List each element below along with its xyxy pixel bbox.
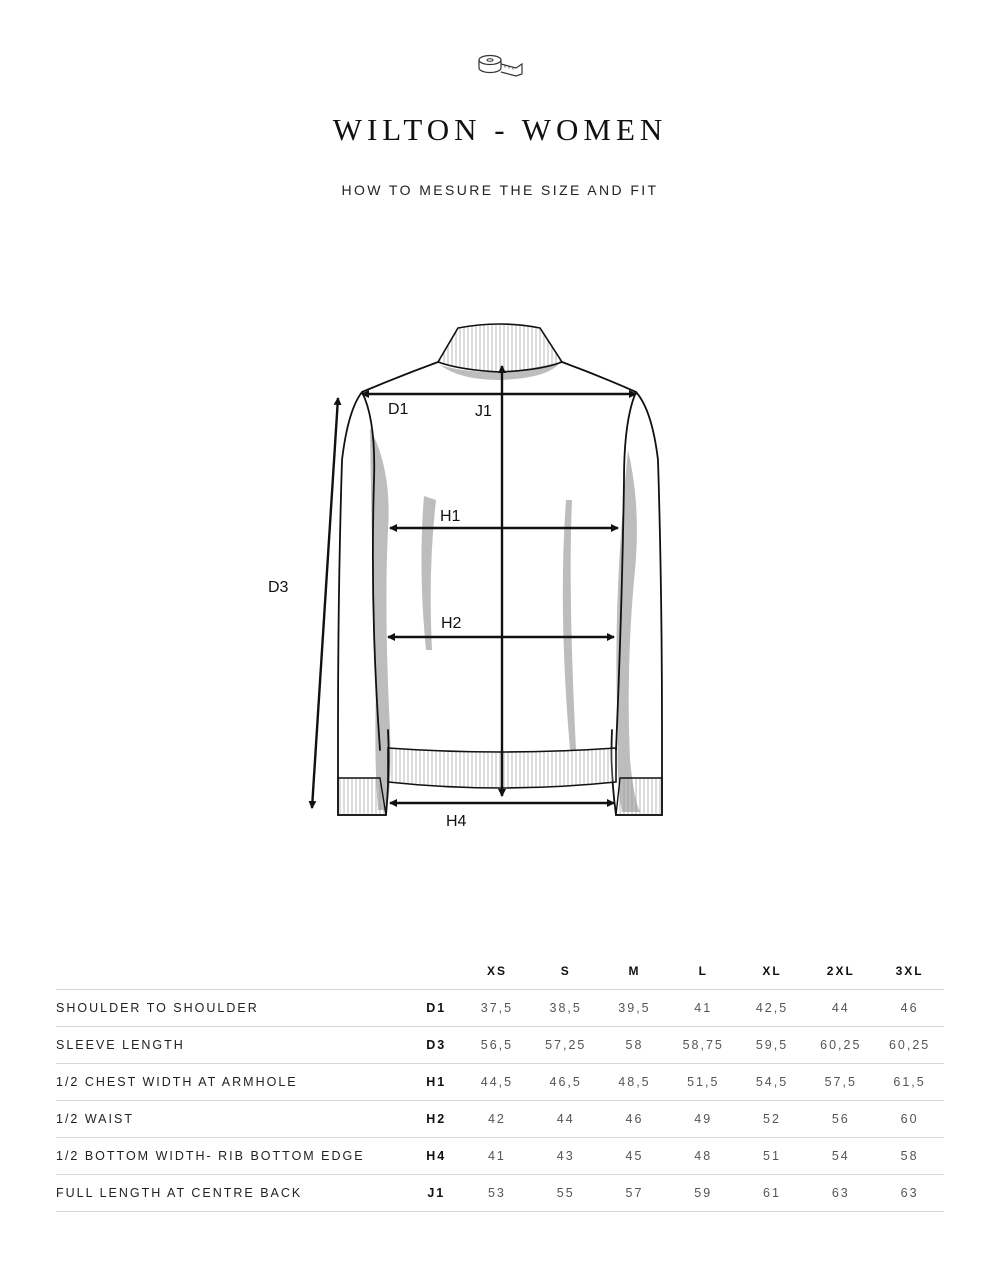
row-value: 54 <box>806 1138 875 1175</box>
row-value: 56 <box>806 1101 875 1138</box>
table-row <box>56 1138 944 1175</box>
table-header-row <box>56 953 944 990</box>
d1-label: D1 <box>388 401 409 418</box>
header-blank <box>56 953 410 990</box>
row-label: 1/2 WAIST <box>56 1101 410 1138</box>
row-code: J1 <box>410 1175 463 1212</box>
row-value: 49 <box>669 1101 738 1138</box>
d3-arrow <box>312 398 338 808</box>
page-title: WILTON - WOMEN <box>332 112 668 147</box>
row-value: 55 <box>531 1175 600 1212</box>
row-value: 51,5 <box>669 1064 738 1101</box>
row-label: SLEEVE LENGTH <box>56 1027 410 1064</box>
table-row <box>56 1101 944 1138</box>
size-header-2xl: 2XL <box>806 953 875 990</box>
row-code: H2 <box>410 1101 463 1138</box>
row-code: D3 <box>410 1027 463 1064</box>
row-value: 56,5 <box>463 1027 532 1064</box>
size-header-l: L <box>669 953 738 990</box>
row-label: 1/2 BOTTOM WIDTH- RIB BOTTOM EDGE <box>56 1138 410 1175</box>
row-value: 59 <box>669 1175 738 1212</box>
row-value: 58 <box>600 1027 669 1064</box>
size-header-3xl: 3XL <box>875 953 944 990</box>
row-value: 44,5 <box>463 1064 532 1101</box>
row-value: 63 <box>875 1175 944 1212</box>
row-value: 39,5 <box>600 990 669 1027</box>
row-code: D1 <box>410 990 463 1027</box>
row-value: 60,25 <box>806 1027 875 1064</box>
h1-label: H1 <box>440 508 461 525</box>
row-value: 58,75 <box>669 1027 738 1064</box>
h2-label: H2 <box>441 615 462 632</box>
row-value: 61,5 <box>875 1064 944 1101</box>
row-value: 51 <box>738 1138 807 1175</box>
row-value: 38,5 <box>531 990 600 1027</box>
row-value: 42,5 <box>738 990 807 1027</box>
d3-label: D3 <box>268 579 289 596</box>
row-value: 52 <box>738 1101 807 1138</box>
row-label: FULL LENGTH AT CENTRE BACK <box>56 1175 410 1212</box>
sweater-collar <box>438 324 562 372</box>
row-label: 1/2 CHEST WIDTH AT ARMHOLE <box>56 1064 410 1101</box>
table-row <box>56 1175 944 1212</box>
row-value: 57,5 <box>806 1064 875 1101</box>
size-chart-table <box>56 953 944 1212</box>
row-value: 59,5 <box>738 1027 807 1064</box>
row-value: 48 <box>669 1138 738 1175</box>
row-value: 57,25 <box>531 1027 600 1064</box>
row-value: 46,5 <box>531 1064 600 1101</box>
row-code: H4 <box>410 1138 463 1175</box>
row-value: 60 <box>875 1101 944 1138</box>
row-value: 46 <box>600 1101 669 1138</box>
row-value: 41 <box>463 1138 532 1175</box>
row-value: 63 <box>806 1175 875 1212</box>
sweater-shading <box>370 362 640 812</box>
row-value: 45 <box>600 1138 669 1175</box>
row-label: SHOULDER TO SHOULDER <box>56 990 410 1027</box>
row-code: H1 <box>410 1064 463 1101</box>
header-code-blank <box>410 953 463 990</box>
size-header-xs: XS <box>463 953 532 990</box>
j1-label: J1 <box>475 403 492 420</box>
row-value: 53 <box>463 1175 532 1212</box>
row-value: 58 <box>875 1138 944 1175</box>
row-value: 46 <box>875 990 944 1027</box>
row-value: 48,5 <box>600 1064 669 1101</box>
row-value: 61 <box>738 1175 807 1212</box>
size-header-m: M <box>600 953 669 990</box>
sweater-left-cuff <box>338 778 386 815</box>
table-row <box>56 1064 944 1101</box>
row-value: 44 <box>806 990 875 1027</box>
sweater-right-cuff <box>616 778 662 815</box>
page-subtitle: HOW TO MESURE THE SIZE AND FIT <box>341 182 659 198</box>
row-value: 43 <box>531 1138 600 1175</box>
h4-label: H4 <box>446 813 467 830</box>
table-row <box>56 990 944 1027</box>
row-value: 44 <box>531 1101 600 1138</box>
table-row <box>56 1027 944 1064</box>
row-value: 60,25 <box>875 1027 944 1064</box>
row-value: 57 <box>600 1175 669 1212</box>
row-value: 41 <box>669 990 738 1027</box>
row-value: 54,5 <box>738 1064 807 1101</box>
sweater-diagram <box>250 310 680 850</box>
size-header-xl: XL <box>738 953 807 990</box>
row-value: 42 <box>463 1101 532 1138</box>
size-header-s: S <box>531 953 600 990</box>
row-value: 37,5 <box>463 990 532 1027</box>
measuring-tape-icon <box>476 52 526 80</box>
